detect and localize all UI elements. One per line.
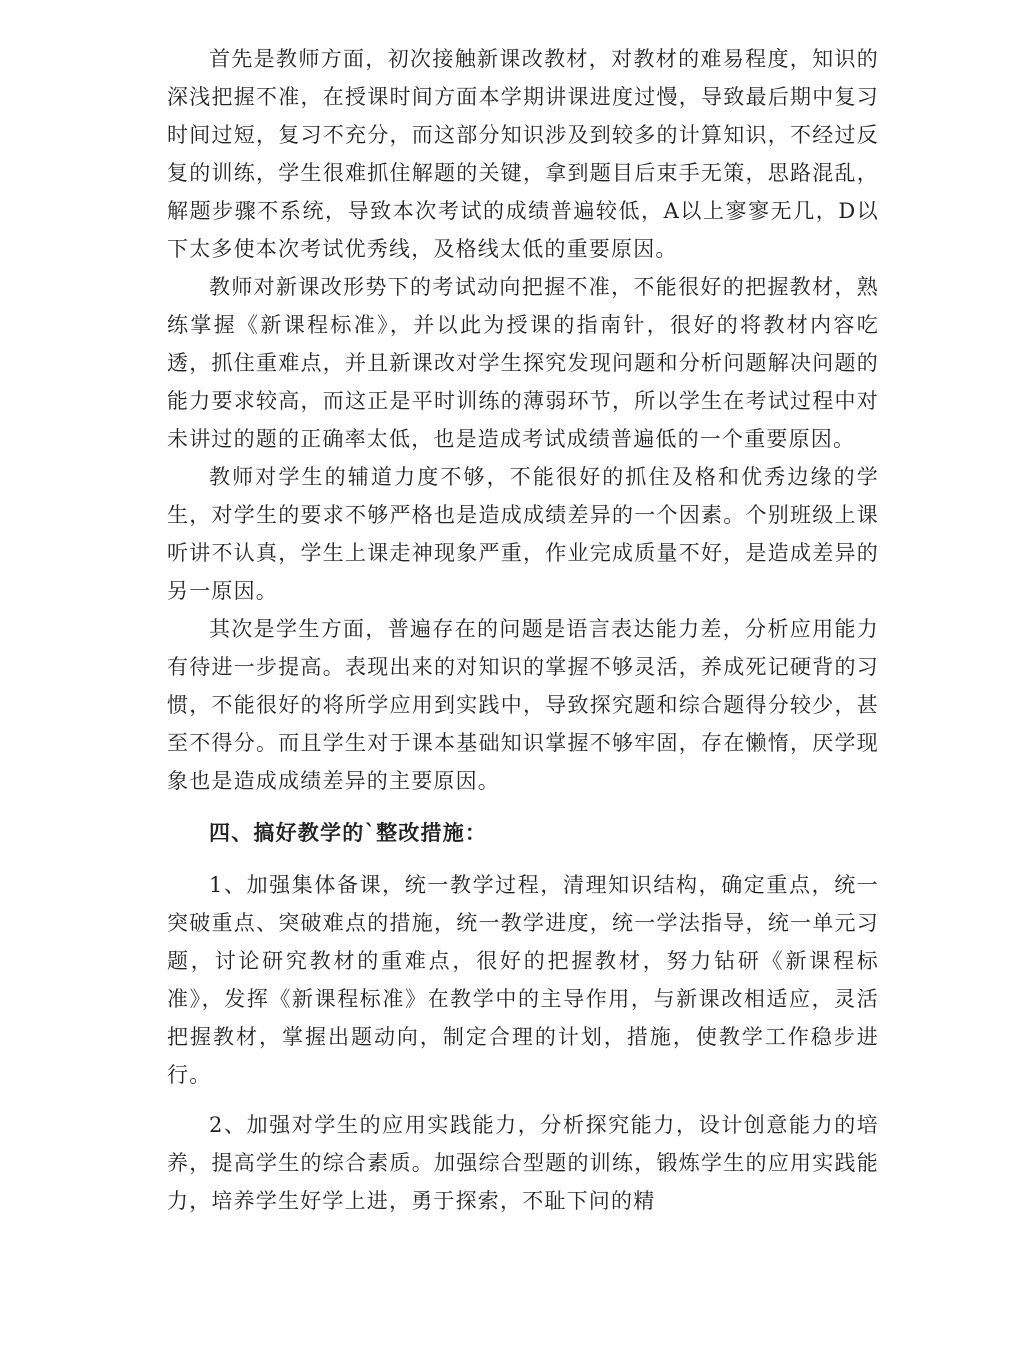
measure-item-2: 2、加强对学生的应用实践能力，分析探究能力，设计创意能力的培养，提高学生的综合素质。加强综合型题的训练，锻炼学生的应用实践能力，培养学生好学上进，勇于探索，不耻下问的精	[167, 1113, 879, 1213]
measure-item-1: 1、加强集体备课，统一教学过程，清理知识结构，确定重点，统一突破重点、突破难点的措施，统一教学进度，统一学法指导，统一单元习题，讨论研究教材的重难点，很好的把握教材，努力钻研《新课程标准》，发挥《新课程标准》在教学中的主导作用，与新课改相适应，灵活把握教材，掌握出题动向，制定合理的计划，措施，使教学工作稳步进行。	[167, 873, 879, 1087]
section-heading: 四、搞好教学的`整改措施：	[209, 820, 488, 845]
paragraph-teacher-issues: 首先是教师方面，初次接触新课改教材，对教材的难易程度，知识的深浅把握不准，在授课时间方面本学期讲课进度过慢，导致最后期中复习时间过短，复习不充分，而这部分知识涉及到较多的计算知识，不经过反复的训练，学生很难抓住解题的关键，拿到题目后束手无策，思路混乱，解题步骤不系统，导致本次考试的成绩普遍较低，A以上寥寥无几，D以下太多使本次考试优秀线，及格线太低的重要原因。	[167, 47, 879, 261]
paragraph-exam-trends: 教师对新课改形势下的考试动向把握不准，不能很好的把握教材，熟练掌握《新课程标准》，并以此为授课的指南针，很好的将教材内容吃透，抓住重难点，并且新课改对学生探究发现问题和分析问题解决问题的能力要求较高，而这正是平时训练的薄弱环节，所以学生在考试过程中对未讲过的题的正确率太低，也是造成考试成绩普遍低的一个重要原因。	[167, 275, 879, 451]
paragraph-student-issues: 其次是学生方面，普遍存在的问题是语言表达能力差，分析应用能力有待进一步提高。表现出来的对知识的掌握不够灵活，养成死记硬背的习惯，不能很好的将所学应用到实践中，导致探究题和综合题得分较少，甚至不得分。而且学生对于课本基础知识掌握不够牢固，存在懒惰，厌学现象也是造成成绩差异的主要原因。	[167, 617, 879, 793]
document-page	[167, 40, 879, 1220]
paragraph-student-guidance: 教师对学生的辅道力度不够，不能很好的抓住及格和优秀边缘的学生，对学生的要求不够严格也是造成成绩差异的一个因素。个别班级上课听讲不认真，学生上课走神现象严重，作业完成质量不好，是造成差异的另一原因。	[167, 465, 879, 603]
